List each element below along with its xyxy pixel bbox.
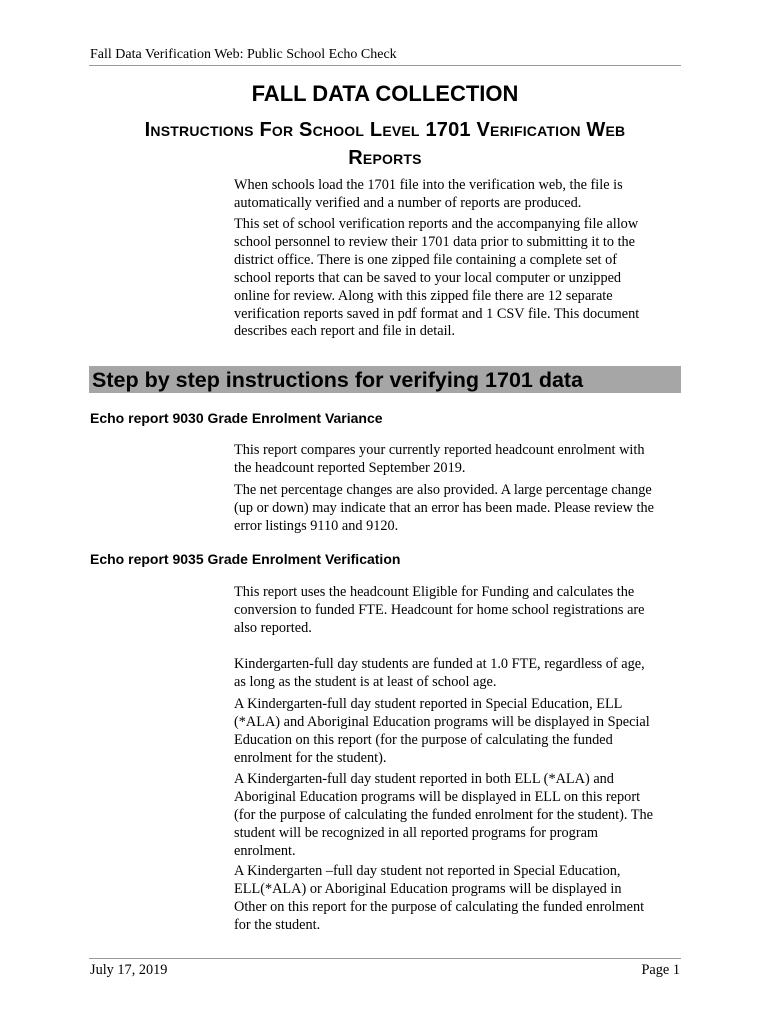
page-header: Fall Data Verification Web: Public School Echo Check	[90, 47, 397, 62]
section-banner-title: Step by step instructions for verifying 1701 data	[92, 368, 584, 392]
report-9030-paragraph-1: This report compares your currently reported headcount enrolment with the headcount reported September 2019.	[234, 442, 645, 476]
section-banner	[89, 366, 681, 393]
heading-report-9030: Echo report 9030 Grade Enrolment Variance	[90, 410, 383, 426]
report-9035-paragraph-2: Kindergarten-full day students are funded at 1.0 FTE, regardless of age, as long as the student is at least of school age.	[234, 656, 645, 690]
footer-date: July 17, 2019	[90, 962, 168, 978]
report-9035-paragraph-5: A Kindergarten –full day student not reported in Special Education, ELL(*ALA) or Aboriginal Education programs will be displayed in Other on this report for the purpose of calculating the funded enrolment for the student.	[234, 863, 645, 933]
footer-rule	[89, 958, 681, 959]
subtitle-line-1: Instructions For School Level 1701 Verification Web	[144, 119, 626, 141]
header-rule	[89, 65, 681, 66]
subtitle-line-2: Reports	[348, 147, 422, 169]
report-9035-paragraph-3: A Kindergarten-full day student reported in Special Education, ELL (*ALA) and Aboriginal Education programs will be displayed in Special Education on this report (for the purpose of calculating the funded enrolment for the student).	[234, 696, 650, 766]
report-9030-paragraph-2: The net percentage changes are also provided. A large percentage change (up or down) may indicate that an error has been made. Please review the error listings 9110 and 9120.	[234, 482, 655, 534]
footer-page-number: Page 1	[641, 962, 680, 978]
report-9035-paragraph-4: A Kindergarten-full day student reported in both ELL (*ALA) and Aboriginal Education programs will be displayed in ELL on this report (for the purpose of calculating the funded enrolment for the student). The student will be recognized in all reported programs for program enrolment.	[234, 771, 653, 859]
report-9035-paragraph-1: This report uses the headcount Eligible for Funding and calculates the conversion to funded FTE. Headcount for home school registrations are also reported.	[234, 584, 645, 636]
heading-report-9035: Echo report 9035 Grade Enrolment Verification	[90, 551, 401, 567]
document-title: FALL DATA COLLECTION	[251, 81, 519, 106]
document-subtitle	[89, 116, 681, 172]
intro-paragraph-2: This set of school verification reports and the accompanying file allow school personnel to review their 1701 data prior to submitting it to the district office. There is one zipped file containing a complete set of school reports that can be saved to your local computer or unzipped online for review. Along with this zipped file there are 12 separate verification reports saved in pdf format and 1 CSV file. This document describes each report and file in detail.	[234, 216, 640, 340]
intro-paragraph-1: When schools load the 1701 file into the verification web, the file is automatically verified and a number of reports are produced.	[234, 177, 623, 211]
